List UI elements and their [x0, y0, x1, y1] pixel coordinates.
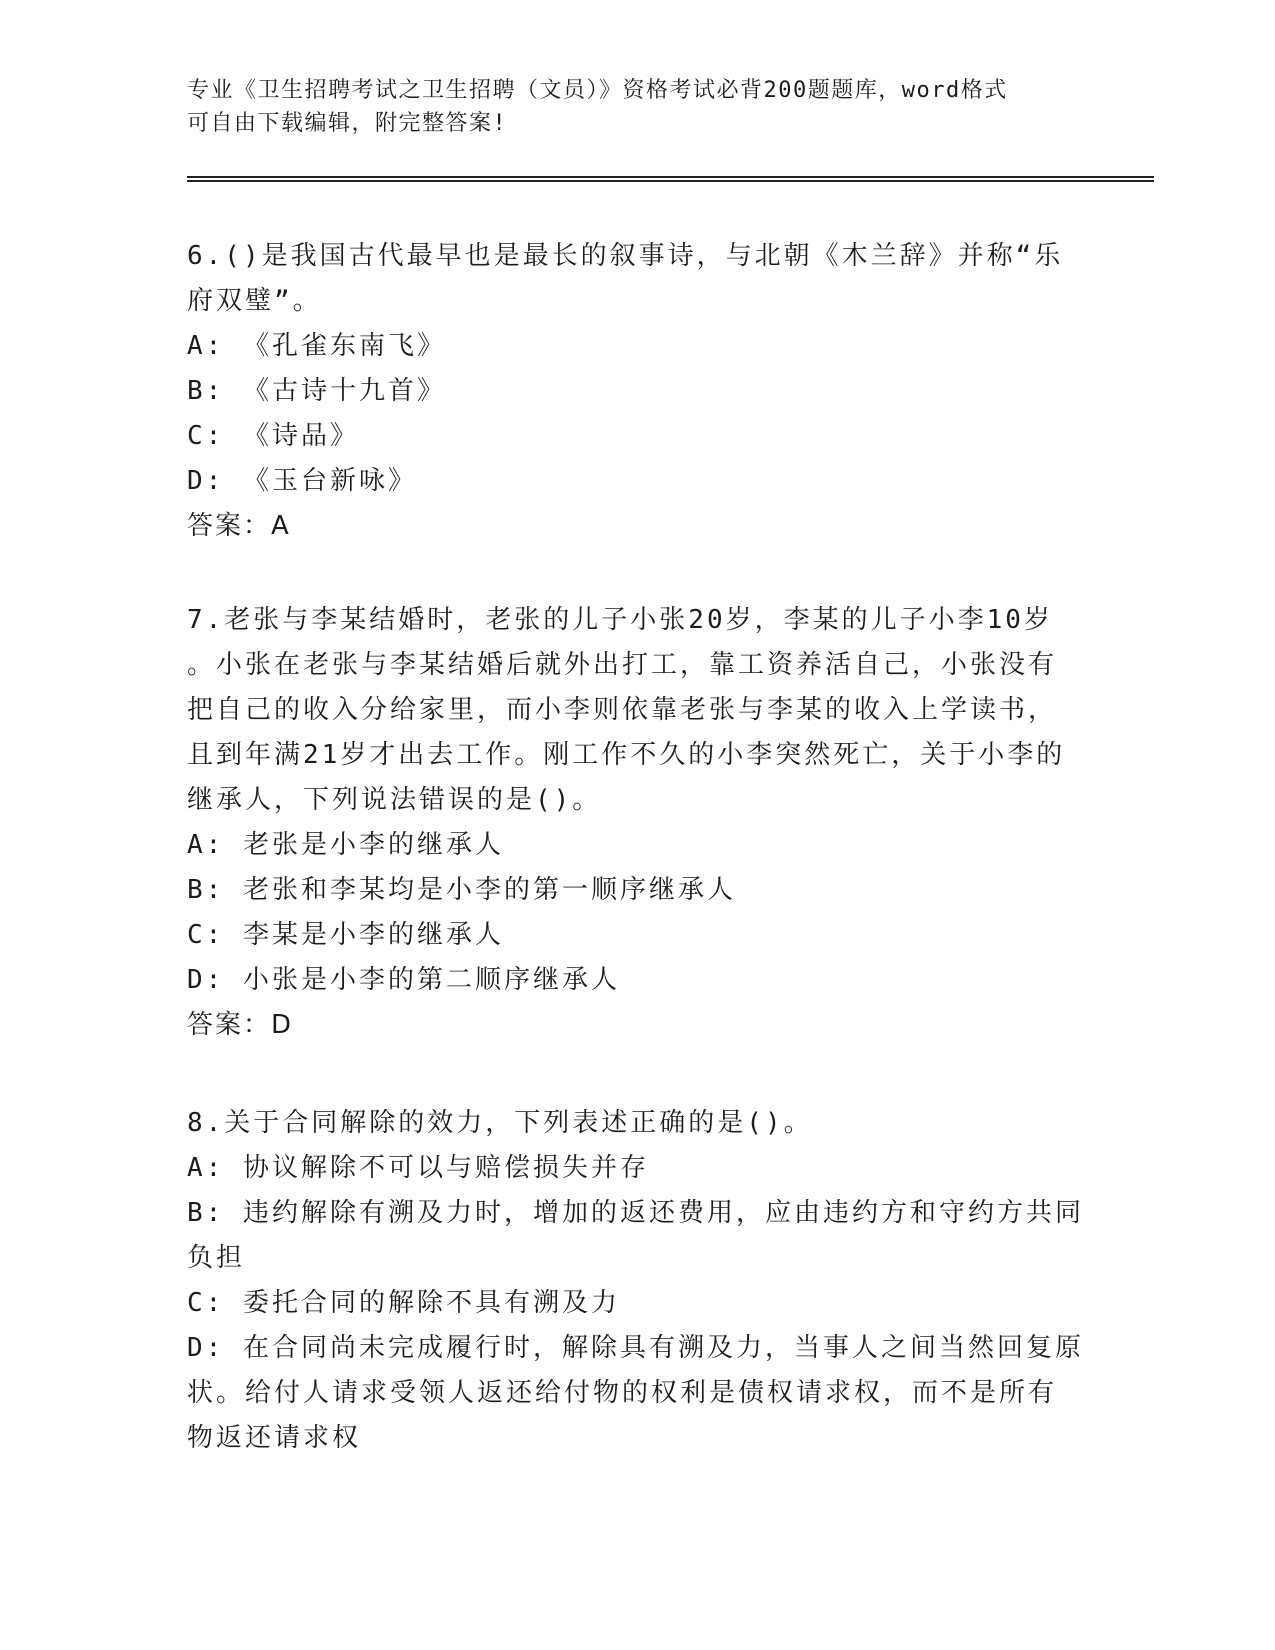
question-6 [187, 234, 1087, 549]
question-stem-line: 把自己的收入分给家里，而小李则依靠老张与李某的收入上学读书， [187, 695, 1058, 725]
question-stem-line: 。小张在老张与李某结婚后就外出打工，靠工资养活自己，小张没有 [187, 650, 1058, 680]
option-b-continued: 负担 [187, 1243, 246, 1273]
option-d: D: 《玉台新咏》 [187, 466, 417, 496]
question-8 [187, 1101, 1087, 1461]
header-line-2: 可自由下载编辑，附完整答案! [187, 111, 508, 136]
answer-label: 答案：D [187, 1010, 294, 1040]
option-a: A: 协议解除不可以与赔偿损失并存 [187, 1153, 649, 1183]
option-c: C: 李某是小李的继承人 [187, 920, 504, 950]
document-header [187, 74, 1067, 140]
question-stem-line: 继承人，下列说法错误的是()。 [187, 785, 602, 815]
header-divider [187, 176, 1154, 182]
option-b: B: 老张和李某均是小李的第一顺序继承人 [187, 875, 736, 905]
question-stem-line: 7.老张与李某结婚时，老张的儿子小张20岁，李某的儿子小李10岁 [187, 605, 1053, 635]
question-stem-line: 府双璧”。 [187, 286, 322, 316]
answer-label: 答案：A [187, 511, 291, 541]
question-stem-line: 8.关于合同解除的效力，下列表述正确的是()。 [187, 1108, 813, 1138]
option-c: C: 《诗品》 [187, 421, 359, 451]
option-a: A: 老张是小李的继承人 [187, 830, 504, 860]
option-d: D: 小张是小李的第二顺序继承人 [187, 965, 620, 995]
option-b: B: 违约解除有溯及力时，增加的返还费用，应由违约方和守约方共同 [187, 1198, 1084, 1228]
header-line-1: 专业《卫生招聘考试之卫生招聘（文员）》资格考试必背200题题库，word格式 [187, 78, 1008, 103]
question-stem-line: 6.()是我国古代最早也是最长的叙事诗，与北朝《木兰辞》并称“乐 [187, 241, 1064, 271]
option-d: D: 在合同尚未完成履行时，解除具有溯及力，当事人之间当然回复原 [187, 1333, 1084, 1363]
question-7 [187, 598, 1087, 1048]
option-a: A: 《孔雀东南飞》 [187, 331, 446, 361]
option-b: B: 《古诗十九首》 [187, 376, 446, 406]
option-d-continued: 物返还请求权 [187, 1423, 362, 1453]
option-c: C: 委托合同的解除不具有溯及力 [187, 1288, 620, 1318]
document-page [187, 0, 1157, 1650]
question-stem-line: 且到年满21岁才出去工作。刚工作不久的小李突然死亡，关于小李的 [187, 740, 1066, 770]
option-d-continued: 状。给付人请求受领人返还给付物的权利是债权请求权，而不是所有 [187, 1378, 1058, 1408]
